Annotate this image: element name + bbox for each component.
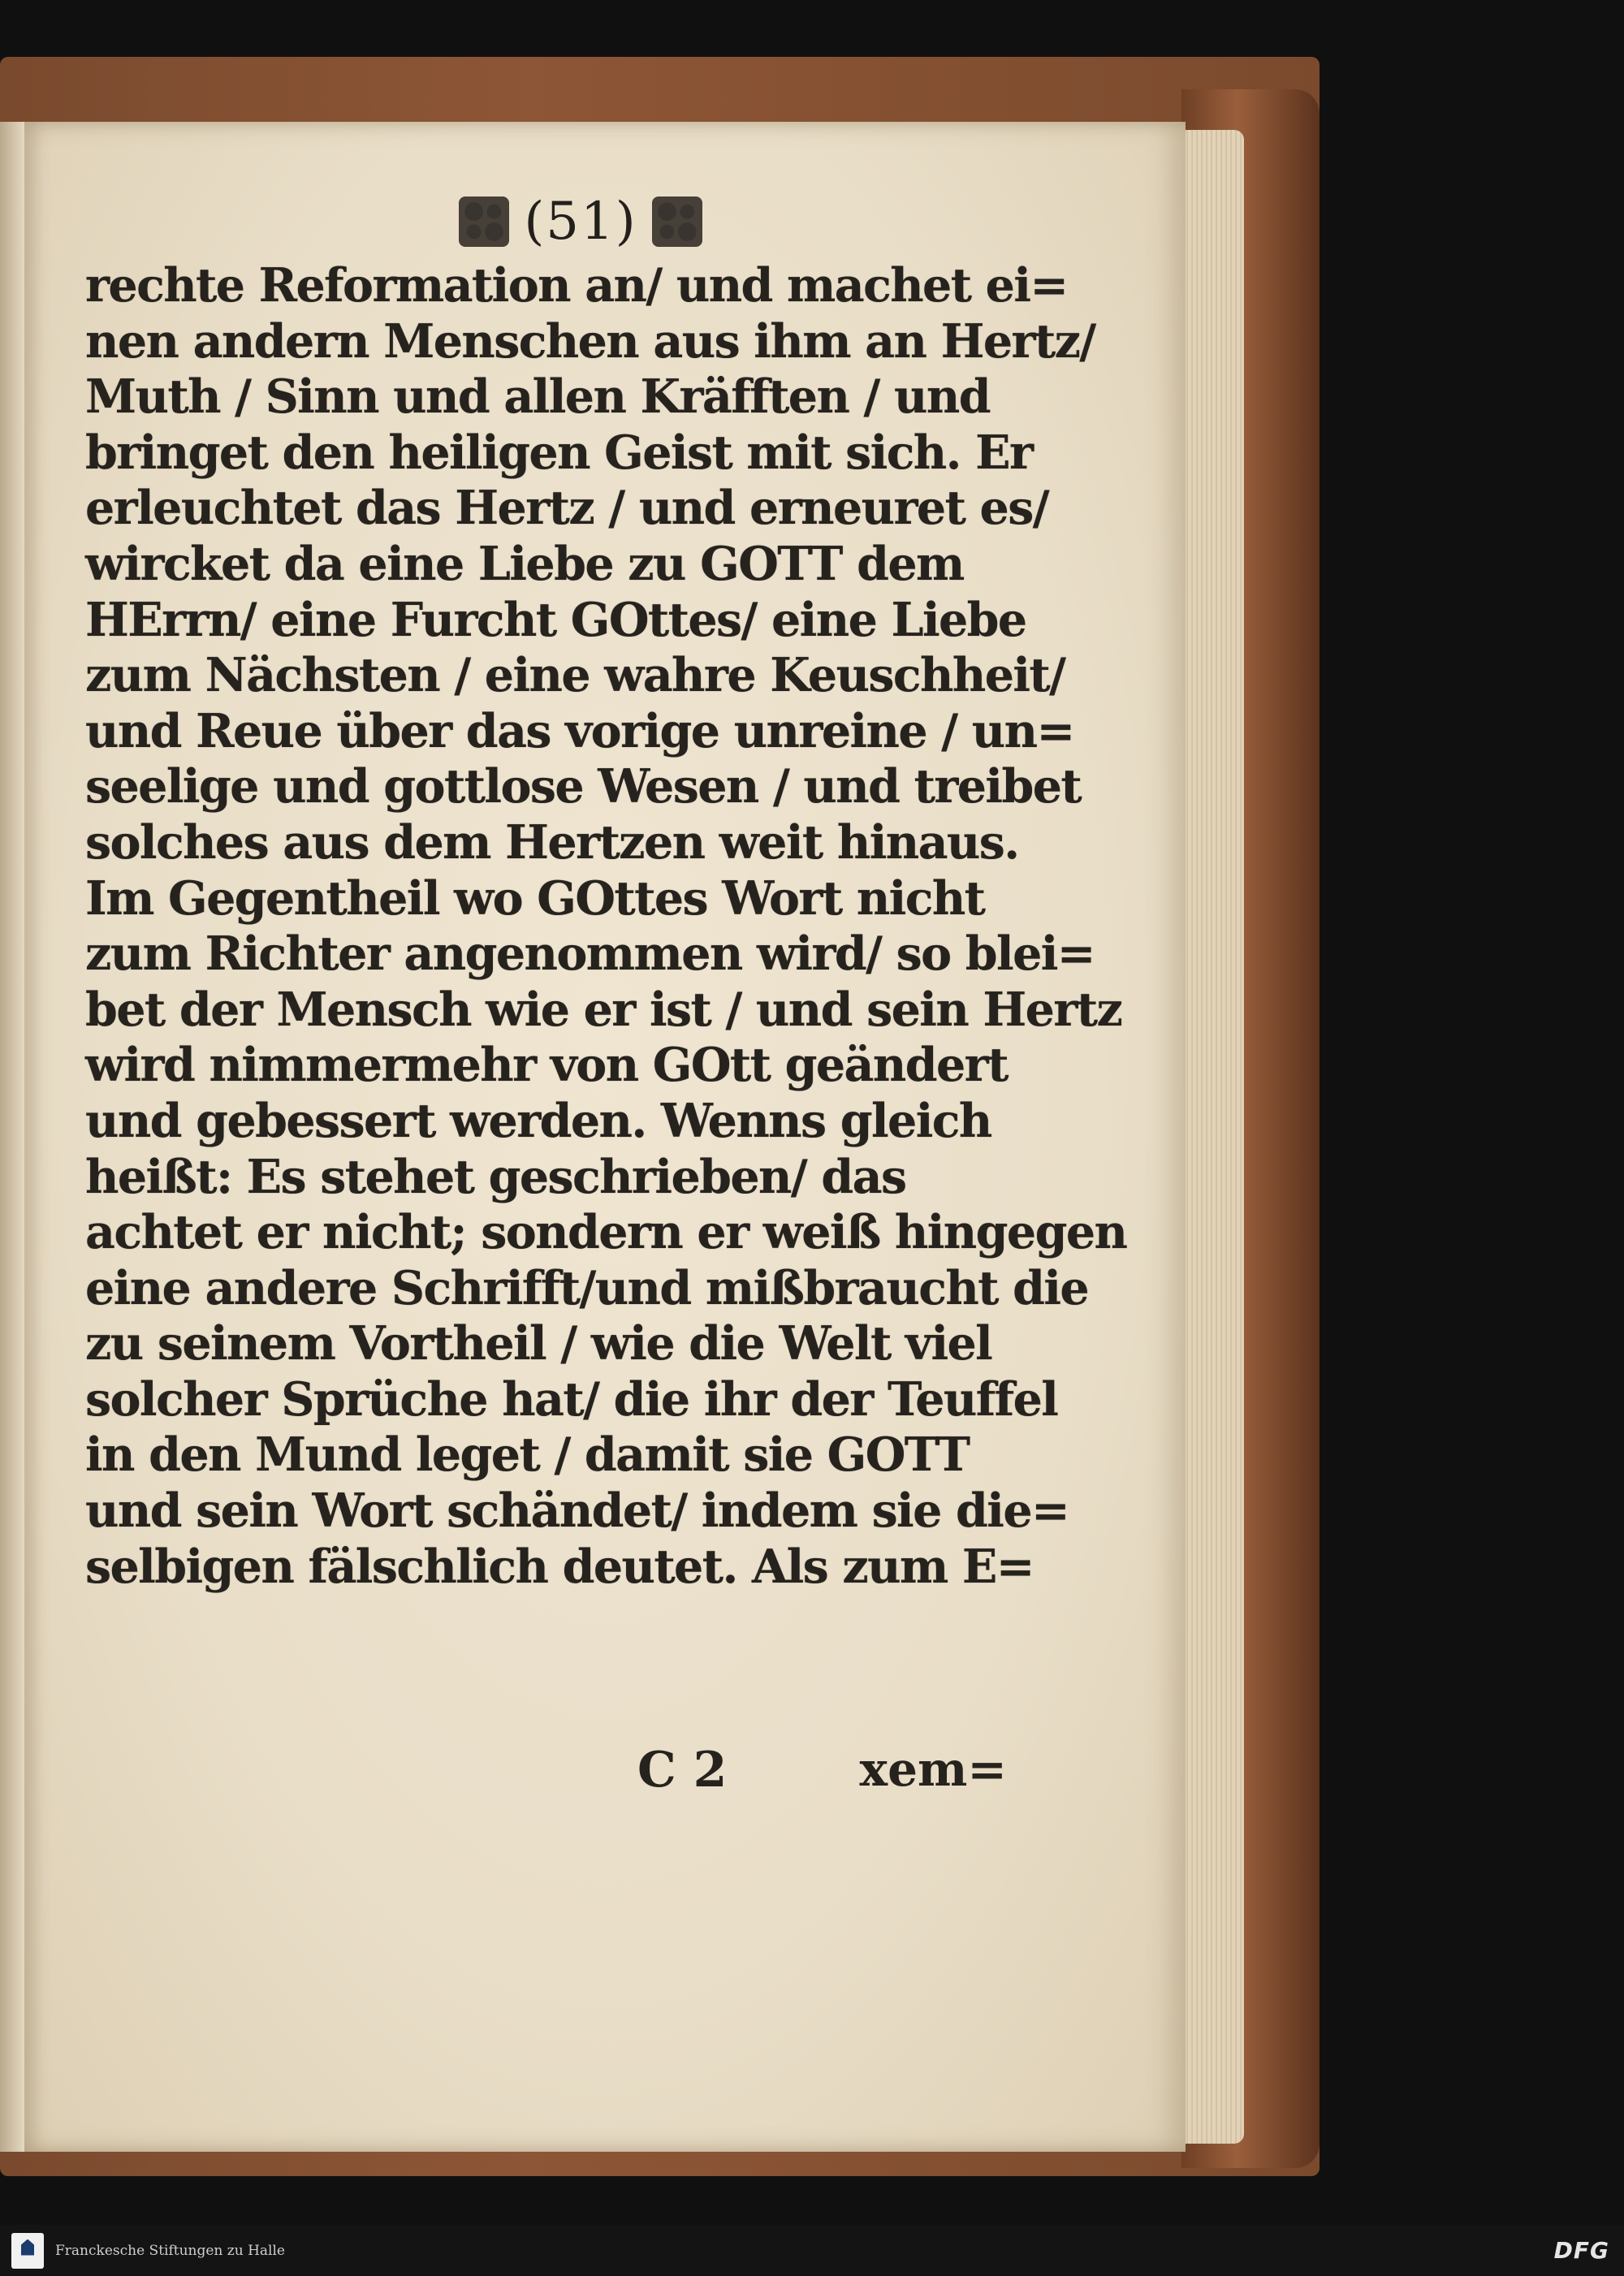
page-header: [455, 185, 706, 258]
text-line: bringet den heiligen Geist mit sich. Er: [85, 425, 1033, 480]
ornament-right-icon: [652, 197, 702, 247]
text-line: Muth / Sinn und allen Kräfften / und: [85, 369, 990, 425]
institution-name: Franckesche Stiftungen zu Halle: [55, 2242, 285, 2259]
text-line: zu seinem Vortheil / wie die Welt viel: [85, 1316, 992, 1371]
gutter: [0, 122, 26, 2152]
text-line: solcher Sprüche hat/ die ihr der Teuffel: [85, 1371, 1058, 1427]
text-line: wircket da eine Liebe zu GOTT dem: [85, 536, 964, 591]
text-line: eine andere Schrifft/und mißbraucht die: [85, 1260, 1089, 1315]
text-line: und Reue über das vorige unreine / un=: [85, 703, 1074, 758]
institution-logo-icon: [11, 2233, 44, 2269]
dfg-logo: DFG: [1553, 2237, 1609, 2264]
text-line: seelige und gottlose Wesen / und treibet: [85, 759, 1082, 814]
text-line: HErrn/ eine Furcht GOttes/ eine Liebe: [85, 592, 1026, 647]
ornament-left-icon: [459, 197, 509, 247]
text-line: bet der Mensch wie er ist / und sein Hertz: [85, 982, 1122, 1037]
text-line: achtet er nicht; sondern er weiß hingegen: [85, 1205, 1127, 1260]
text-line: zum Richter angenommen wird/ so blei=: [85, 926, 1095, 982]
text-line: zum Nächsten / eine wahre Keuschheit/: [85, 648, 1065, 703]
text-line: rechte Reformation an/ und machet ei=: [85, 258, 1068, 313]
text-line: erleuchtet das Hertz / und erneuret es/: [85, 481, 1048, 536]
text-line: nen andern Menschen aus ihm an Hertz/: [85, 313, 1095, 369]
text-line: und sein Wort schändet/ indem sie die=: [85, 1484, 1069, 1539]
text-line: und gebessert werden. Wenns gleich: [85, 1093, 991, 1148]
text-line: wird nimmermehr von GOtt geändert: [85, 1038, 1008, 1093]
body-text: [85, 258, 1127, 1595]
catchword: xem=: [859, 1742, 1007, 1797]
text-line: Im Gegentheil wo GOttes Wort nicht: [85, 870, 985, 926]
signature-mark: C 2: [637, 1742, 728, 1799]
text-line: heißt: Es stehet geschrieben/ das: [85, 1149, 906, 1204]
viewer-footer-bar: [0, 2225, 1624, 2276]
text-line: selbigen fälschlich deutet. Als zum E=: [85, 1539, 1034, 1594]
page-footer: [85, 1742, 1007, 1807]
text-line: in den Mund leget / damit sie GOTT: [85, 1427, 970, 1483]
text-line: solches aus dem Hertzen weit hinaus.: [85, 814, 1019, 870]
page-number: (51): [524, 192, 637, 252]
